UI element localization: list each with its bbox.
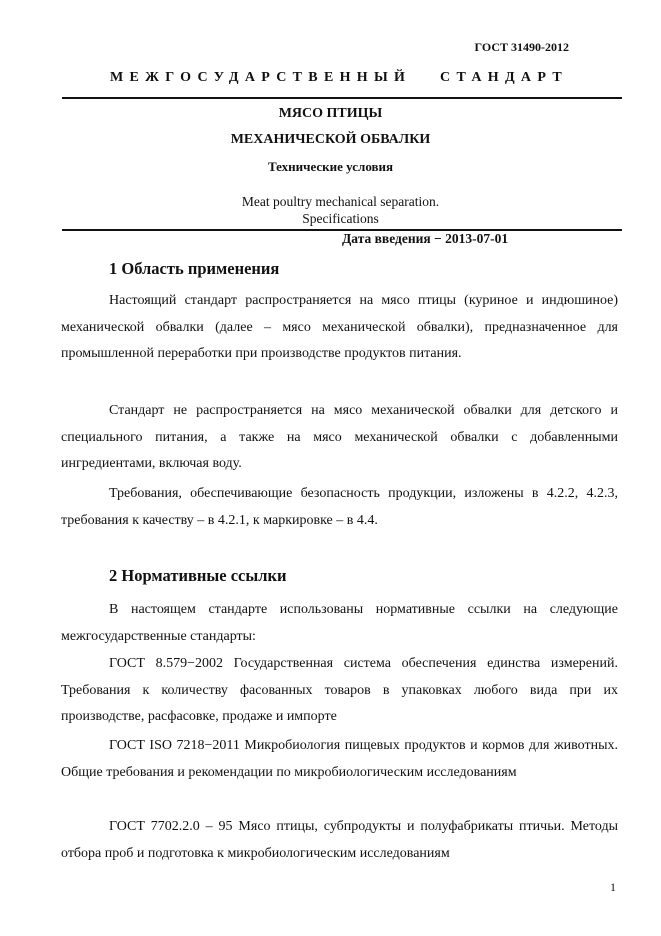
title-line-1: МЯСО ПТИЦЫ [278,106,383,121]
section-1-paragraph-1: Настоящий стандарт распространяется на мясо птицы (куриное и индюшиное) механической обвалки (далее – мясо механической обвалки), предназначенное для промышленной переработки при производстве продуктов питания. [61,293,618,361]
section-1-paragraph-2: Стандарт не распространяется на мясо механической обвалки для детского и специального питания, а также на мясо механической обвалки с добавленными ингредиентами, включая воду. [61,403,618,471]
section-1-paragraph-3: Требования, обеспечивающие безопасность продукции, изложены в 4.2.2, 4.2.3, требования к качеству – в 4.2.1, к маркировке – в 4.4. [61,486,618,528]
english-title-line-1: Meat poultry mechanical separation. [241,194,440,209]
top-divider [62,97,622,99]
section-2-heading: 2 Нормативные ссылки [109,566,287,585]
section-2-paragraph-4: ГОСТ 7702.2.0 – 95 Мясо птицы, субпродукты и полуфабрикаты птичьи. Методы отбора проб и подготовка к микробиологическим исследованиям [61,819,618,861]
title-line-2: МЕХАНИЧЕСКОЙ ОБВАЛКИ [230,132,431,147]
banner-word-interstate: МЕЖГОСУДАРСТВЕННЫЙ [110,70,412,85]
section-1-heading: 1 Область применения [109,259,280,278]
page-number: 1 [610,880,616,894]
section-2-paragraph-2: ГОСТ 8.579−2002 Государственная система обеспечения единства измерений. Требования к количеству фасованных товаров в упаковках любого вида при их производстве, расфасовке, продаже и импорте [61,656,618,724]
english-title-line-2: Specifications [302,211,379,226]
section-2-paragraph-3: ГОСТ ISO 7218−2011 Микробиология пищевых продуктов и кормов для животных. Общие требования и рекомендации по микробиологическим исследованиям [61,738,618,780]
section-2-paragraph-1: В настоящем стандарте использованы нормативные ссылки на следующие межгосударственные стандарты: [61,602,618,644]
title-subtitle: Технические условия [267,159,394,174]
document-code: ГОСТ 31490-2012 [474,40,569,54]
standard-banner [110,70,568,86]
banner-word-standard: СТАНДАРТ [440,70,568,85]
introduction-date: Дата введения − 2013-07-01 [342,231,509,246]
